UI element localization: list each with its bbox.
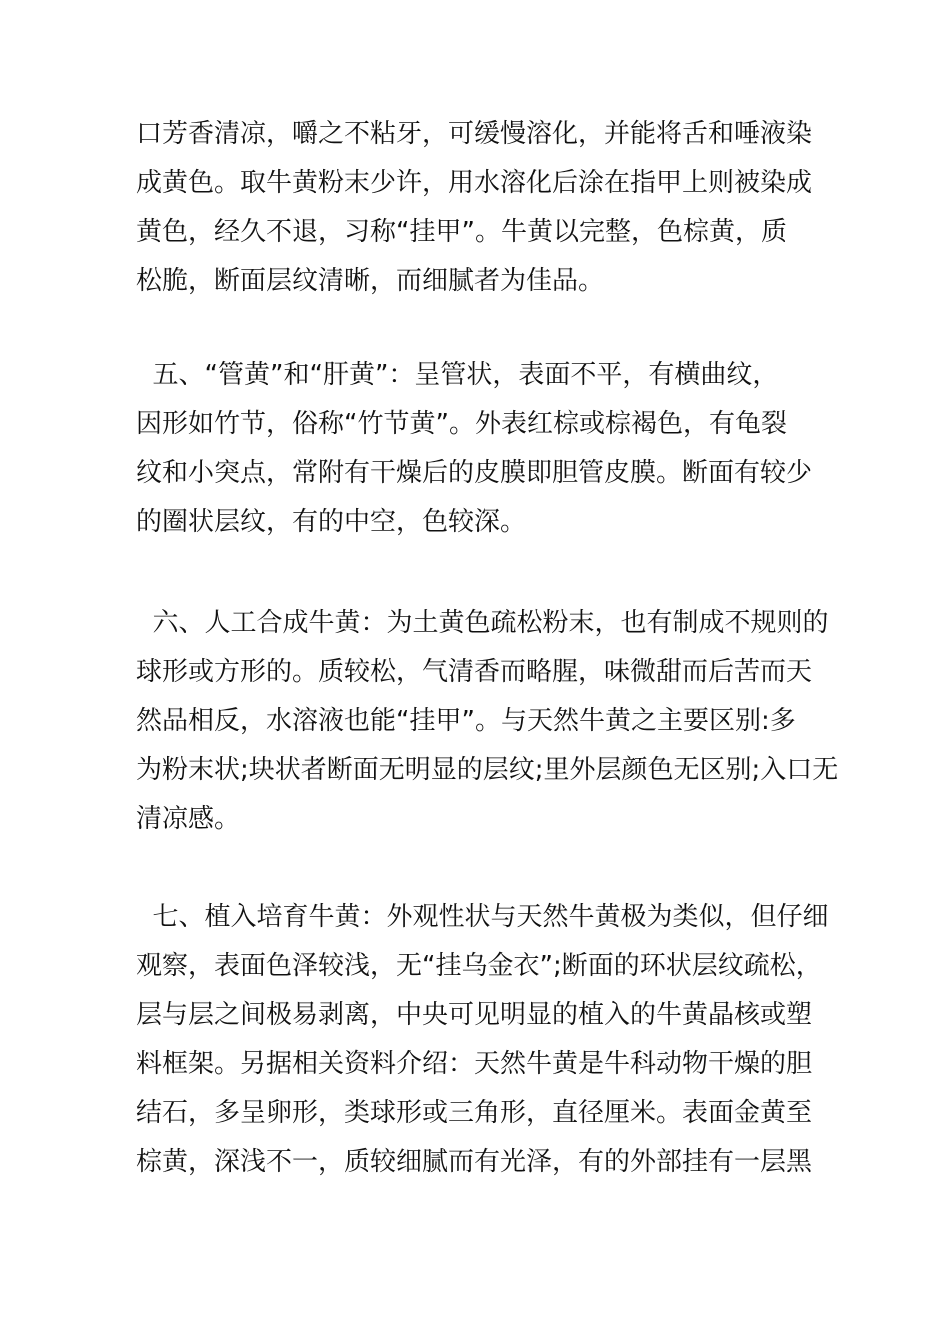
text-line: 黄色，经久不退，习称“挂甲”。牛黄以完整，色棕黄，质	[136, 217, 787, 247]
paragraph-2	[136, 351, 826, 547]
text-line: 成黄色。取牛黄粉末少许，用水溶化后涂在指甲上则被染成	[136, 168, 813, 198]
text-line: 层与层之间极易剥离，中央可见明显的植入的牛黄晶核或塑	[136, 1000, 813, 1030]
text-line: 口芳香清凉，嚼之不粘牙，可缓慢溶化，并能将舌和唾液染	[136, 119, 813, 149]
text-line: 清凉感。	[136, 804, 241, 834]
text-line: 七、植入培育牛黄：外观性状与天然牛黄极为类似，但仔细	[136, 902, 829, 932]
text-line: 的圈状层纹，有的中空，色较深。	[136, 507, 527, 537]
text-line: 结石，多呈卵形，类球形或三角形，直径厘米。表面金黄至	[136, 1098, 813, 1128]
text-line: 为粉末状;块状者断面无明显的层纹;里外层颜色无区别;入口无	[136, 755, 839, 785]
text-line: 棕黄，深浅不一，质较细腻而有光泽，有的外部挂有一层黑	[136, 1147, 813, 1177]
text-line: 因形如竹节，俗称“竹节黄”。外表红棕或棕褐色，有龟裂	[136, 409, 787, 439]
text-line: 观察，表面色泽较浅，无“挂乌金衣”;断面的环状层纹疏松，	[136, 951, 822, 981]
paragraph-3	[136, 599, 839, 844]
paragraph-4	[136, 893, 829, 1187]
text-line: 料框架。另据相关资料介绍：天然牛黄是牛科动物干燥的胆	[136, 1049, 813, 1079]
text-line: 然品相反，水溶液也能“挂甲”。与天然牛黄之主要区别:多	[136, 706, 796, 736]
text-line: 纹和小突点，常附有干燥后的皮膜即胆管皮膜。断面有较少	[136, 458, 813, 488]
paragraph-1	[136, 110, 826, 306]
text-line: 松脆，断面层纹清晰，而细腻者为佳品。	[136, 266, 605, 296]
text-line: 五、“管黄”和“肝黄”：呈管状，表面不平，有横曲纹，	[136, 360, 779, 390]
text-line: 六、人工合成牛黄：为土黄色疏松粉末，也有制成不规则的	[136, 608, 829, 638]
text-line: 球形或方形的。质较松，气清香而略腥，味微甜而后苦而天	[136, 657, 813, 687]
